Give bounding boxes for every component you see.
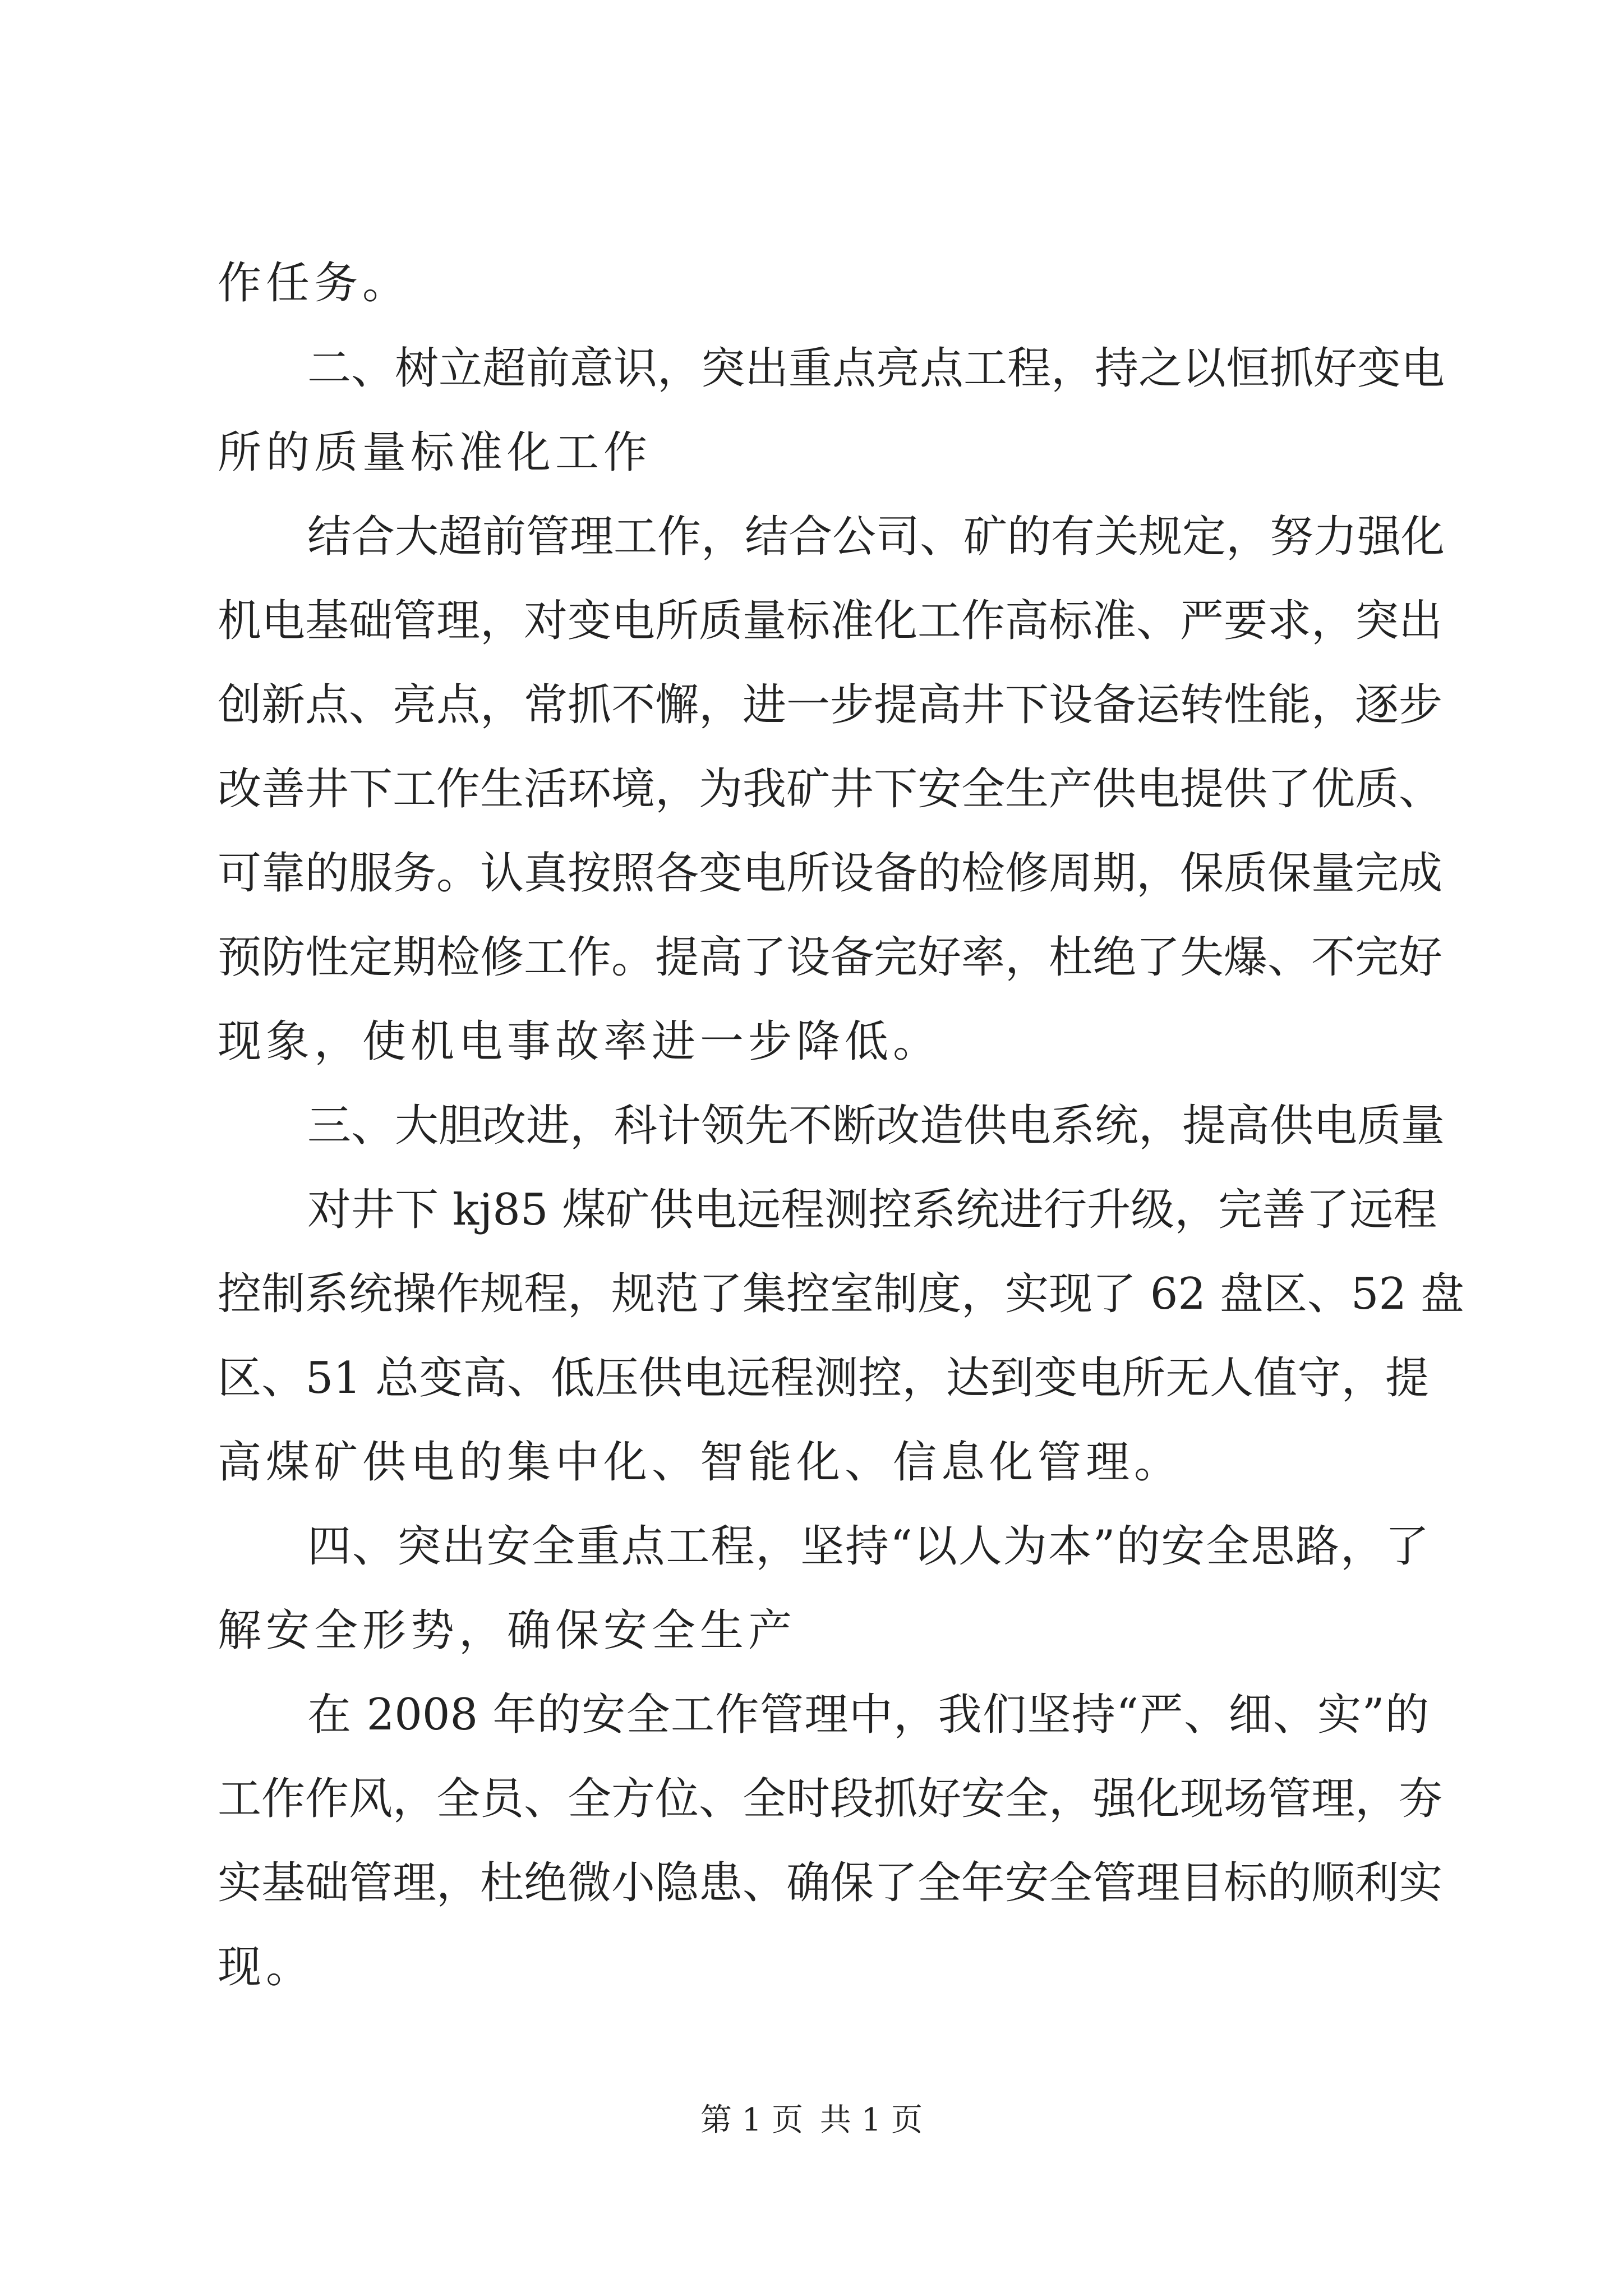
paragraph-line: 可靠的服务。认真按照各变电所设备的检修周期，保质保量完成 <box>218 848 1443 899</box>
paragraph-line: 创新点、亮点，常抓不懈，进一步提高井下设备运转性能，逐步 <box>218 680 1443 730</box>
paragraph-line: 机电基础管理，对变电所质量标准化工作高标准、严要求，突出 <box>218 596 1443 646</box>
page-footer <box>0 2098 1623 2143</box>
paragraph-line: 对井下 kj85 煤矿供电远程测控系统进行升级，完善了远程 <box>307 1185 1437 1235</box>
paragraph-line: 现象，使机电事故率进一步降低。 <box>218 1016 942 1067</box>
paragraph-line: 预防性定期检修工作。提高了设备完好率，杜绝了失爆、不完好 <box>218 932 1443 983</box>
paragraph-line: 结合大超前管理工作，结合公司、矿的有关规定，努力强化 <box>307 512 1445 562</box>
paragraph-line: 高煤矿供电的集中化、智能化、信息化管理。 <box>218 1437 1183 1488</box>
text-line: 作任务。 <box>218 258 411 309</box>
section-heading-2: 二、树立超前意识，突出重点亮点工程，持之以恒抓好变电 <box>307 343 1445 394</box>
section-heading-4: 四、突出安全重点工程，坚持“以人为本”的安全思路，了 <box>307 1521 1429 1572</box>
paragraph-line: 区、51 总变高、低压供电远程测控，达到变电所无人值守，提 <box>218 1353 1429 1404</box>
paragraph-line: 控制系统操作规程，规范了集控室制度，实现了 62 盘区、52 盘 <box>218 1269 1464 1319</box>
page-total: 共 1 页 <box>819 2102 923 2138</box>
section-heading-3: 三、大胆改进，科计领先不断改造供电系统，提高供电质量 <box>307 1101 1445 1151</box>
section-heading-2-cont: 所的质量标准化工作 <box>218 427 652 478</box>
paragraph-line: 现。 <box>218 1942 315 1993</box>
section-heading-4-cont: 解安全形势，确保安全生产 <box>218 1605 797 1656</box>
paragraph-line: 工作作风，全员、全方位、全时段抓好安全，强化现场管理，夯 <box>218 1774 1443 1824</box>
page-number: 第 1 页 <box>700 2102 804 2138</box>
paragraph-line: 实基础管理，杜绝微小隐患、确保了全年安全管理目标的顺利实 <box>218 1858 1443 1908</box>
paragraph-line: 改善井下工作生活环境，为我矿井下安全生产供电提供了优质、 <box>218 764 1443 815</box>
paragraph-line: 在 2008 年的安全工作管理中，我们坚持“严、细、实”的 <box>307 1690 1429 1740</box>
